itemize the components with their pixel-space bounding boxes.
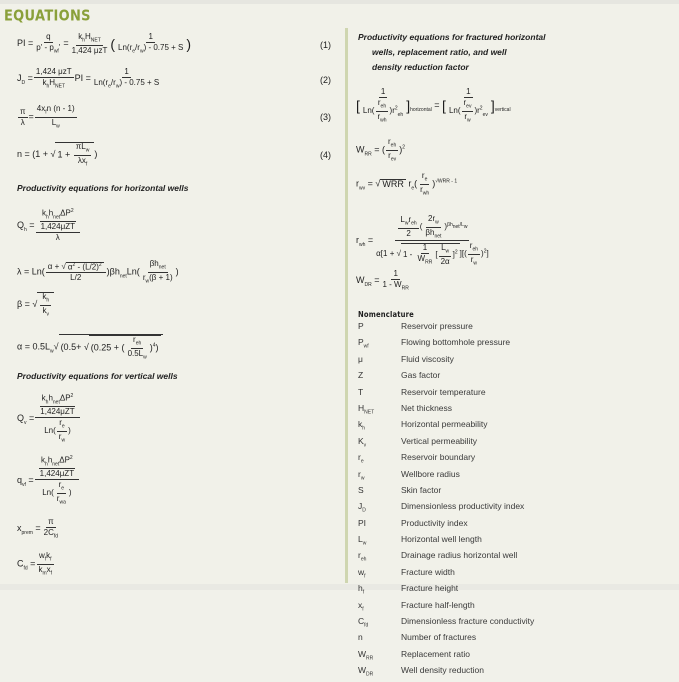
equation-wrr: $W_{RR}$ = ( $\frac{r_{eh}}{r_{ev}}$ )$^2$: [356, 137, 406, 163]
nomenclature-item: $x_f$ Fracture half-length: [358, 599, 475, 613]
nomenclature-item: $r_{eh}$ Drainage radius horizontal well: [358, 550, 518, 564]
horizontal-wells-heading: Productivity equations for horizontal wells: [17, 183, 189, 193]
nomenclature-item: PI Productivity index: [358, 517, 468, 528]
nomenclature-item: $r_w$ Wellbore radius: [358, 468, 460, 482]
nomenclature-item: P Reservoir pressure: [358, 321, 473, 331]
bottom-border: [0, 584, 679, 590]
equation-rwh: $r_{wh}$ = $\frac{L_wr_{eh}}{2}$ ( $\frac{2r_w}{\beta h_{net}}$ )$^{\beta hnet/Lw}$ α[1 + √ 1 - $\frac{1}{W_{RR}}$ [ $\frac{L_w}{2\alpha}$ ]$^2$ ][( $\frac{r_{eh}}{r_w}$ )$^2$]: [356, 214, 489, 267]
equation-qh: $Q_h$ = $\frac{\frac{k_hh_{net}\Delta P^2}{\text{1,424μZT}}}{\lambda}$: [17, 209, 81, 242]
nomenclature-item: $L_w$ Horizontal well length: [358, 534, 482, 547]
equation-xprem: $x_{prem}$ = $\frac{\pi}{2C_{fd}}$: [17, 517, 59, 540]
nomenclature-item: μ Fluid viscosity: [358, 353, 454, 364]
equation-cfd: $C_{fd}$ = $\frac{w_fk_f}{k_mx_f}$: [17, 551, 52, 577]
equation-2: $J_D$ = $\frac{\text{1,424 μzT}}{k_hH_{NET}}$ PI = $\frac{1}{Ln(r_e/r_w) - 0.75 + S}$: [17, 67, 160, 90]
equation-wdr: $W_{DR}$ = $\frac{1}{1 - W_{RR}}$: [356, 269, 409, 292]
nomenclature-item: $K_v$ Vertical permeability: [358, 435, 478, 449]
equation-lambda: λ = Ln( $\frac{\alpha + √ \alpha^2 - (L/2)^2}{L/2}$ )$\beta h_{net}Ln$( $\frac{\beta h_{net}}{r_w(\beta + 1)}$ ): [17, 259, 179, 285]
nomenclature-item: n Number of fractures: [358, 632, 477, 643]
equation-number: (4): [320, 150, 331, 160]
page-title: EQUATIONS: [4, 8, 91, 26]
equation-number: (2): [320, 75, 331, 85]
equation-alpha: $\alpha = 0.5L_w√$ (0.5+ √ (0.25 + ( $\frac{r_{eh}}{0.5L_w}$ )$^4$): [17, 334, 163, 360]
fractured-wells-heading: Productivity equations for fractured horizontal wells, replacement ratio, and well density reduction factor: [358, 32, 546, 72]
equation-qvf: $q_{vf}$ = $\frac{k_hh_{net}\Delta P^2}{\text{1,424μZT}}$ Ln( $\frac{r_e}{r_{wa}}$ ): [17, 456, 80, 505]
nomenclature-item: $C_{fd}$ Dimensionless fracture conductivity: [358, 616, 535, 629]
nomenclature-title: Nomenclature: [358, 310, 414, 319]
column-divider: [345, 28, 348, 583]
equation-number: (3): [320, 112, 331, 122]
nomenclature-item: $k_h$ Horizontal permeability: [358, 419, 488, 433]
equation-beta: β = √ $\frac{k_h}{k_v}$: [17, 292, 54, 317]
equation-4: n = (1 + √ 1 + $\frac{\pi L_w}{\lambda x_f}$ ): [17, 142, 98, 168]
nomenclature-item: T Reservoir temperature: [358, 386, 486, 397]
nomenclature-item: Z Gas factor: [358, 370, 441, 381]
nomenclature-item: $W_{RR}$ Replacement ratio: [358, 648, 470, 662]
nomenclature-item: $P_{wf}$ Flowing bottomhole pressure: [358, 337, 511, 351]
nomenclature-item: $r_e$ Reservoir boundary: [358, 452, 476, 465]
nomenclature-item: $w_f$ Fracture width: [358, 566, 455, 580]
nomenclature-item: $H_{NET}$ Net thickness: [358, 402, 453, 416]
vertical-wells-heading: Productivity equations for vertical wells: [17, 371, 178, 381]
nomenclature-list: [358, 321, 534, 682]
nomenclature-item: S Skin factor: [358, 484, 442, 495]
equation-qv: $Q_v$ = $\frac{k_hh_{net}\Delta P^2}{\text{1,424μZT}}$ Ln( $\frac{r_e}{r_w}$ ): [17, 394, 81, 443]
equation-1: PI = $\frac{q}{p' - p_{wf}'}$ = $\frac{k_hH_{NET}}{\text{1,424 μzT}}$ ( $\frac{1}{Ln(r_e/r_w) - 0.75 + S}$ ): [17, 32, 192, 55]
nomenclature-item: $h_f$ Fracture height: [358, 583, 459, 596]
equation-number: (1): [320, 40, 331, 50]
equation-equivalence: [ 1 Ln( $\frac{r_{eh}}{r_{wh}}$ )$r^2_{eh}$ ]$_{horizontal}$ = [ 1 Ln( $\frac{r_{ev}}{r_w}$ )$r^2_{ev}$ ]$_{vertical}$: [356, 87, 511, 124]
nomenclature-item: $W_{DR}$ Well density reduction: [358, 665, 484, 678]
equation-rwv: $r_{wv}$ = √ WRR $r_e$( $\frac{r_e}{r_{wh}}$ )$^{√WRR - 1}$: [356, 171, 458, 197]
nomenclature-item: $J_D$ Dimensionless productivity index: [358, 501, 525, 514]
equations-panel: [0, 4, 679, 584]
equation-3: $\frac{\pi}{\lambda}$ = $\frac{4x_fn (n - 1)}{L_w}$: [20, 104, 75, 130]
